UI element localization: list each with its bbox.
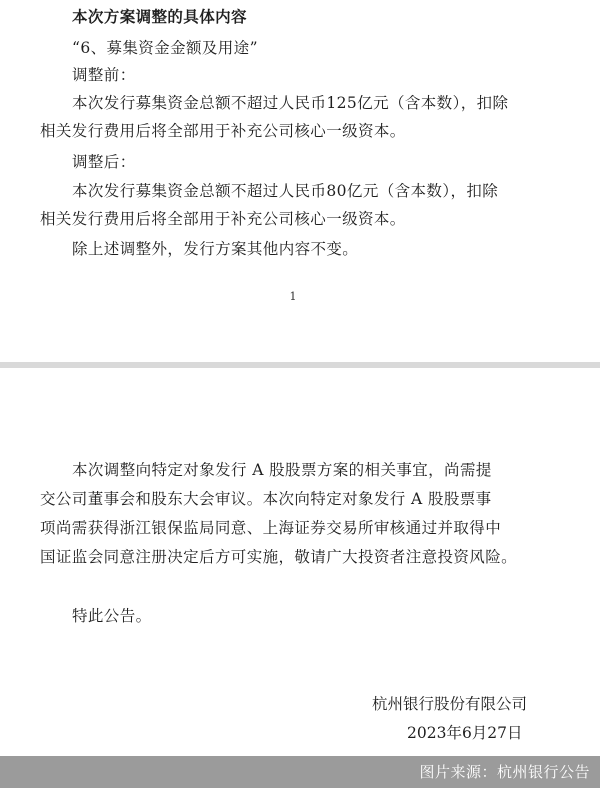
after-text-line2: 相关发行费用后将全部用于补充公司核心一级资本。: [40, 210, 406, 228]
signature-date: 2023年6月27日: [407, 724, 523, 742]
page2-line1: 本次调整向特定对象发行 A 股股票方案的相关事宜，尚需提: [72, 461, 492, 479]
page2-line4: 国证监会同意注册决定后方可实施，敬请广大投资者注意投资风险。: [40, 548, 518, 566]
company-signature: 杭州银行股份有限公司: [372, 695, 528, 713]
page-number: 1: [289, 290, 297, 303]
before-text-line2: 相关发行费用后将全部用于补充公司核心一级资本。: [40, 122, 406, 140]
after-label: 调整后：: [72, 153, 136, 171]
before-label: 调整前：: [72, 66, 136, 84]
after-text-line1: 本次发行募集资金总额不超过人民币80亿元（含本数），扣除: [72, 182, 499, 200]
page2-line3: 项尚需获得浙江银保监局同意、上海证券交易所审核通过并取得中: [40, 519, 502, 537]
other-note: 除上述调整外，发行方案其他内容不变。: [72, 240, 359, 258]
before-text-line1: 本次发行募集资金总额不超过人民币125亿元（含本数），扣除: [72, 94, 509, 112]
source-caption-bar: [0, 756, 600, 788]
quote-item: “6、募集资金金额及用途”: [72, 39, 258, 57]
section-title: 本次方案调整的具体内容: [72, 7, 247, 26]
source-caption: 图片来源：杭州银行公告: [419, 763, 590, 781]
closing-text: 特此公告。: [72, 607, 152, 625]
page2-line2: 交公司董事会和股东大会审议。本次向特定对象发行 A 股股票事: [40, 490, 492, 508]
page-divider: [0, 362, 600, 368]
